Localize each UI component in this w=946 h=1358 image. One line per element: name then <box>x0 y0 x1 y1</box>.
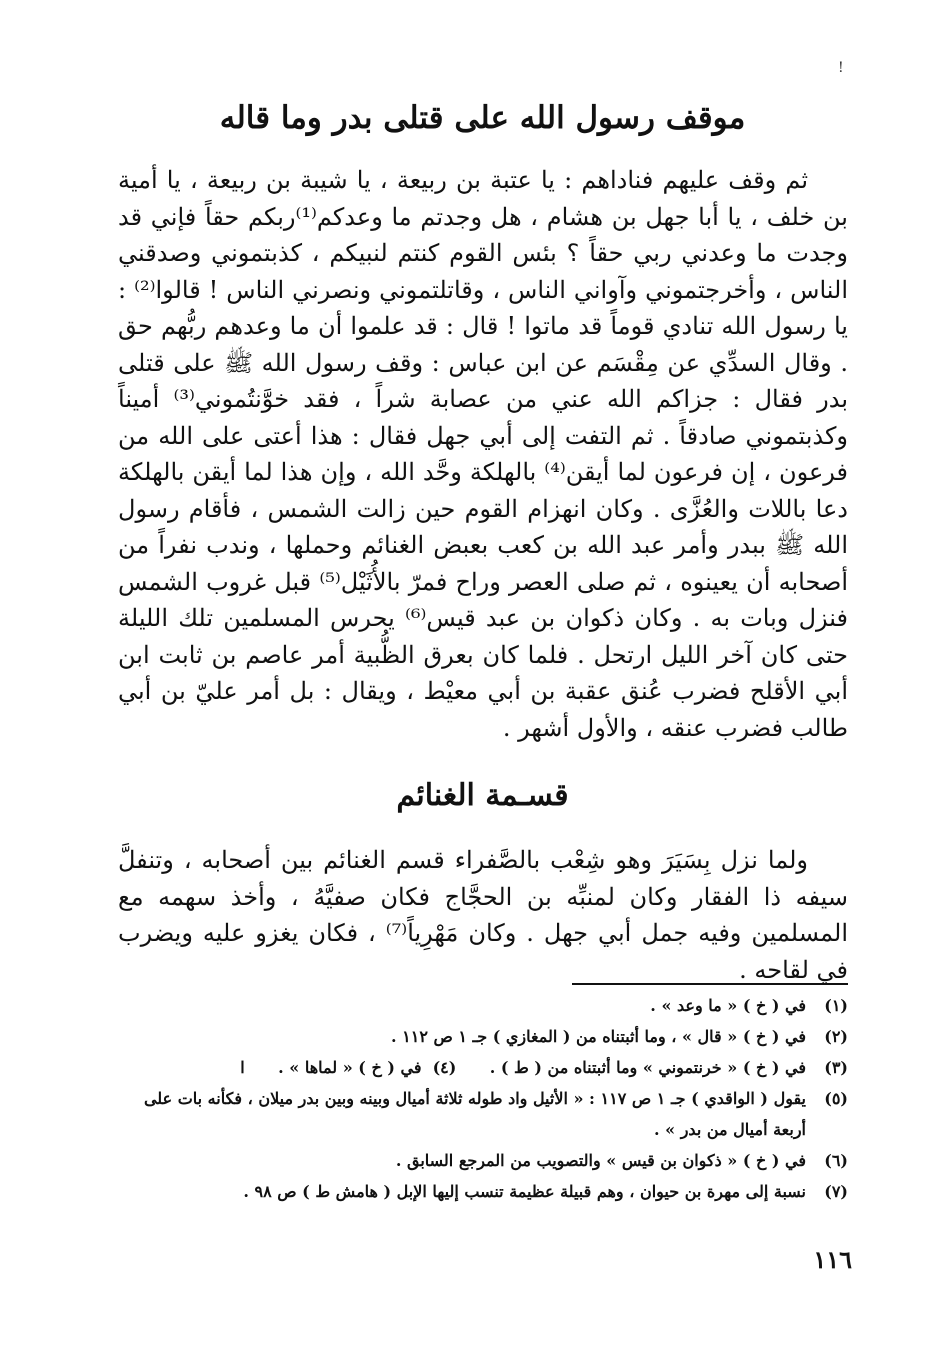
footnote-text: في ( خ ) « ما وعد » . <box>650 996 806 1015</box>
footnote-item <box>118 1052 848 1083</box>
footnote-text: في ( خ ) « خرنتموني » وما أثبتناه من ( ط ) . (٤) في ( خ ) « لماها » . ا <box>240 1058 806 1077</box>
section-heading: قسـمة الغنائم <box>396 778 569 813</box>
footnote-number: (٢) <box>824 1027 848 1046</box>
paragraph-text: ثم وقف عليهم فناداهم : يا عتبة بن ربيعة ، يا شيبة بن ربيعة ، يا أمية بن خلف ، يا أبا جهل بن هشام ، هل وجدتم ما وعدكم⁽¹⁾ربكم حقاً فإني قد وجدت ما وعدني ربي حقاً ؟ بئس القوم كنتم لنبيكم ، كذبتموني وصدقني الناس ، وأخرجتموني وآواني الناس ، وقاتلتموني ونصرني الناس ! قالوا⁽²⁾ : يا رسول الله تنادي قوماً قد ماتوا ! قال : قد علموا أن ما وعدهم ربُّهم حق . وقال السدِّي عن مِقْسَم عن ابن عباس : وقف رسول الله ﷺ على قتلى بدر فقال : جزاكم الله عني من عصابة شراً ، فقد خوَّنتُموني⁽³⁾ أميناً وكذبتموني صادقاً . ثم التفت إلى أبي جهل فقال : هذا أعتى على الله من فرعون ، إن فرعون لما أيقن⁽⁴⁾ بالهلكة وحَّد الله ، وإن هذا لما أيقن بالهلكة دعا باللات والعُزَّى . وكان انهزام القوم حين زالت الشمس ، فأقام رسول الله ﷺ ببدر وأمر عبد الله بن كعب بعبض الغنائم وحملها ، وندب نفراً من أصحابه أن يعينوه ، ثم صلى العصر وراح فمرّ بالأُثَيْل⁽⁵⁾ قبل غروب الشمس فنزل وبات به . وكان ذكوان بن عبد قيس⁽⁶⁾ يحرس المسلمين تلك الليلة حتى كان آخر الليل ارتحل . فلما كان بعرق الظُّبية أمر عاصم بن ثابت ابن أبي الأقلح فضرب عُنق عقبة بن أبي معيْط ، ويقال : بل أمر عليّ بن أبي طالب فضرب عنقه ، والأول أشهر . <box>118 166 849 742</box>
footnote-number: (١) <box>824 996 848 1015</box>
footnote-item <box>118 1083 848 1145</box>
corner-mark: ! <box>838 60 844 76</box>
footnotes-list <box>118 990 848 1207</box>
footnote-item <box>118 1021 848 1052</box>
footnote-text: نسبة إلى مهرة بن حيوان ، وهم قبيلة عظيمة تنسب إليها الإبل ( هامش ط ) ص ٩٨ . <box>243 1182 806 1201</box>
footnote-item <box>118 990 848 1021</box>
footnote-item <box>118 1145 848 1176</box>
second-paragraph <box>118 842 848 988</box>
page-number: ١١٦ <box>813 1245 852 1274</box>
chapter-heading: موقف رسول الله على قتلى بدر وما قاله <box>219 100 746 136</box>
paragraph-text: ولما نزل بِسَيَرَ وهو شِعْب بالصَّفراء قسم الغنائم بين أصحابه ، وتنفلَّ سيفه ذا الفقار وكان لمنبِّه بن الحجَّاج فكان صفيَّهُ ، وأخذ سهمه مع المسلمين وفيه جمل أبي جهل . وكان مَهْرِياً⁽⁷⁾ ، فكان يغزو عليه ويضرب في لقاحه . <box>118 846 848 984</box>
footnote-divider <box>572 983 848 985</box>
footnote-number: (٦) <box>824 1151 848 1170</box>
footnote-item <box>118 1176 848 1207</box>
main-paragraph <box>118 162 848 746</box>
footnote-number: (٥) <box>824 1089 848 1108</box>
footnote-number: (٣) <box>824 1058 848 1077</box>
footnote-text: يقول ( الواقدي ) جـ ١ ص ١١٧ : « الأثيل واد طوله ثلاثة أميال وبينه وبين بدر ميلان ، فكأنه بات على أربعة أميال من بدر » . <box>143 1089 806 1139</box>
footnote-number: (٧) <box>824 1182 848 1201</box>
footnote-text: في ( خ ) « ذكوان بن قيس » والتصويب من المرجع السابق . <box>395 1151 806 1170</box>
footnote-text: في ( خ ) « قال » ، وما أثبتناه من ( المغازي ) جـ ١ ص ١١٢ . <box>390 1027 806 1046</box>
